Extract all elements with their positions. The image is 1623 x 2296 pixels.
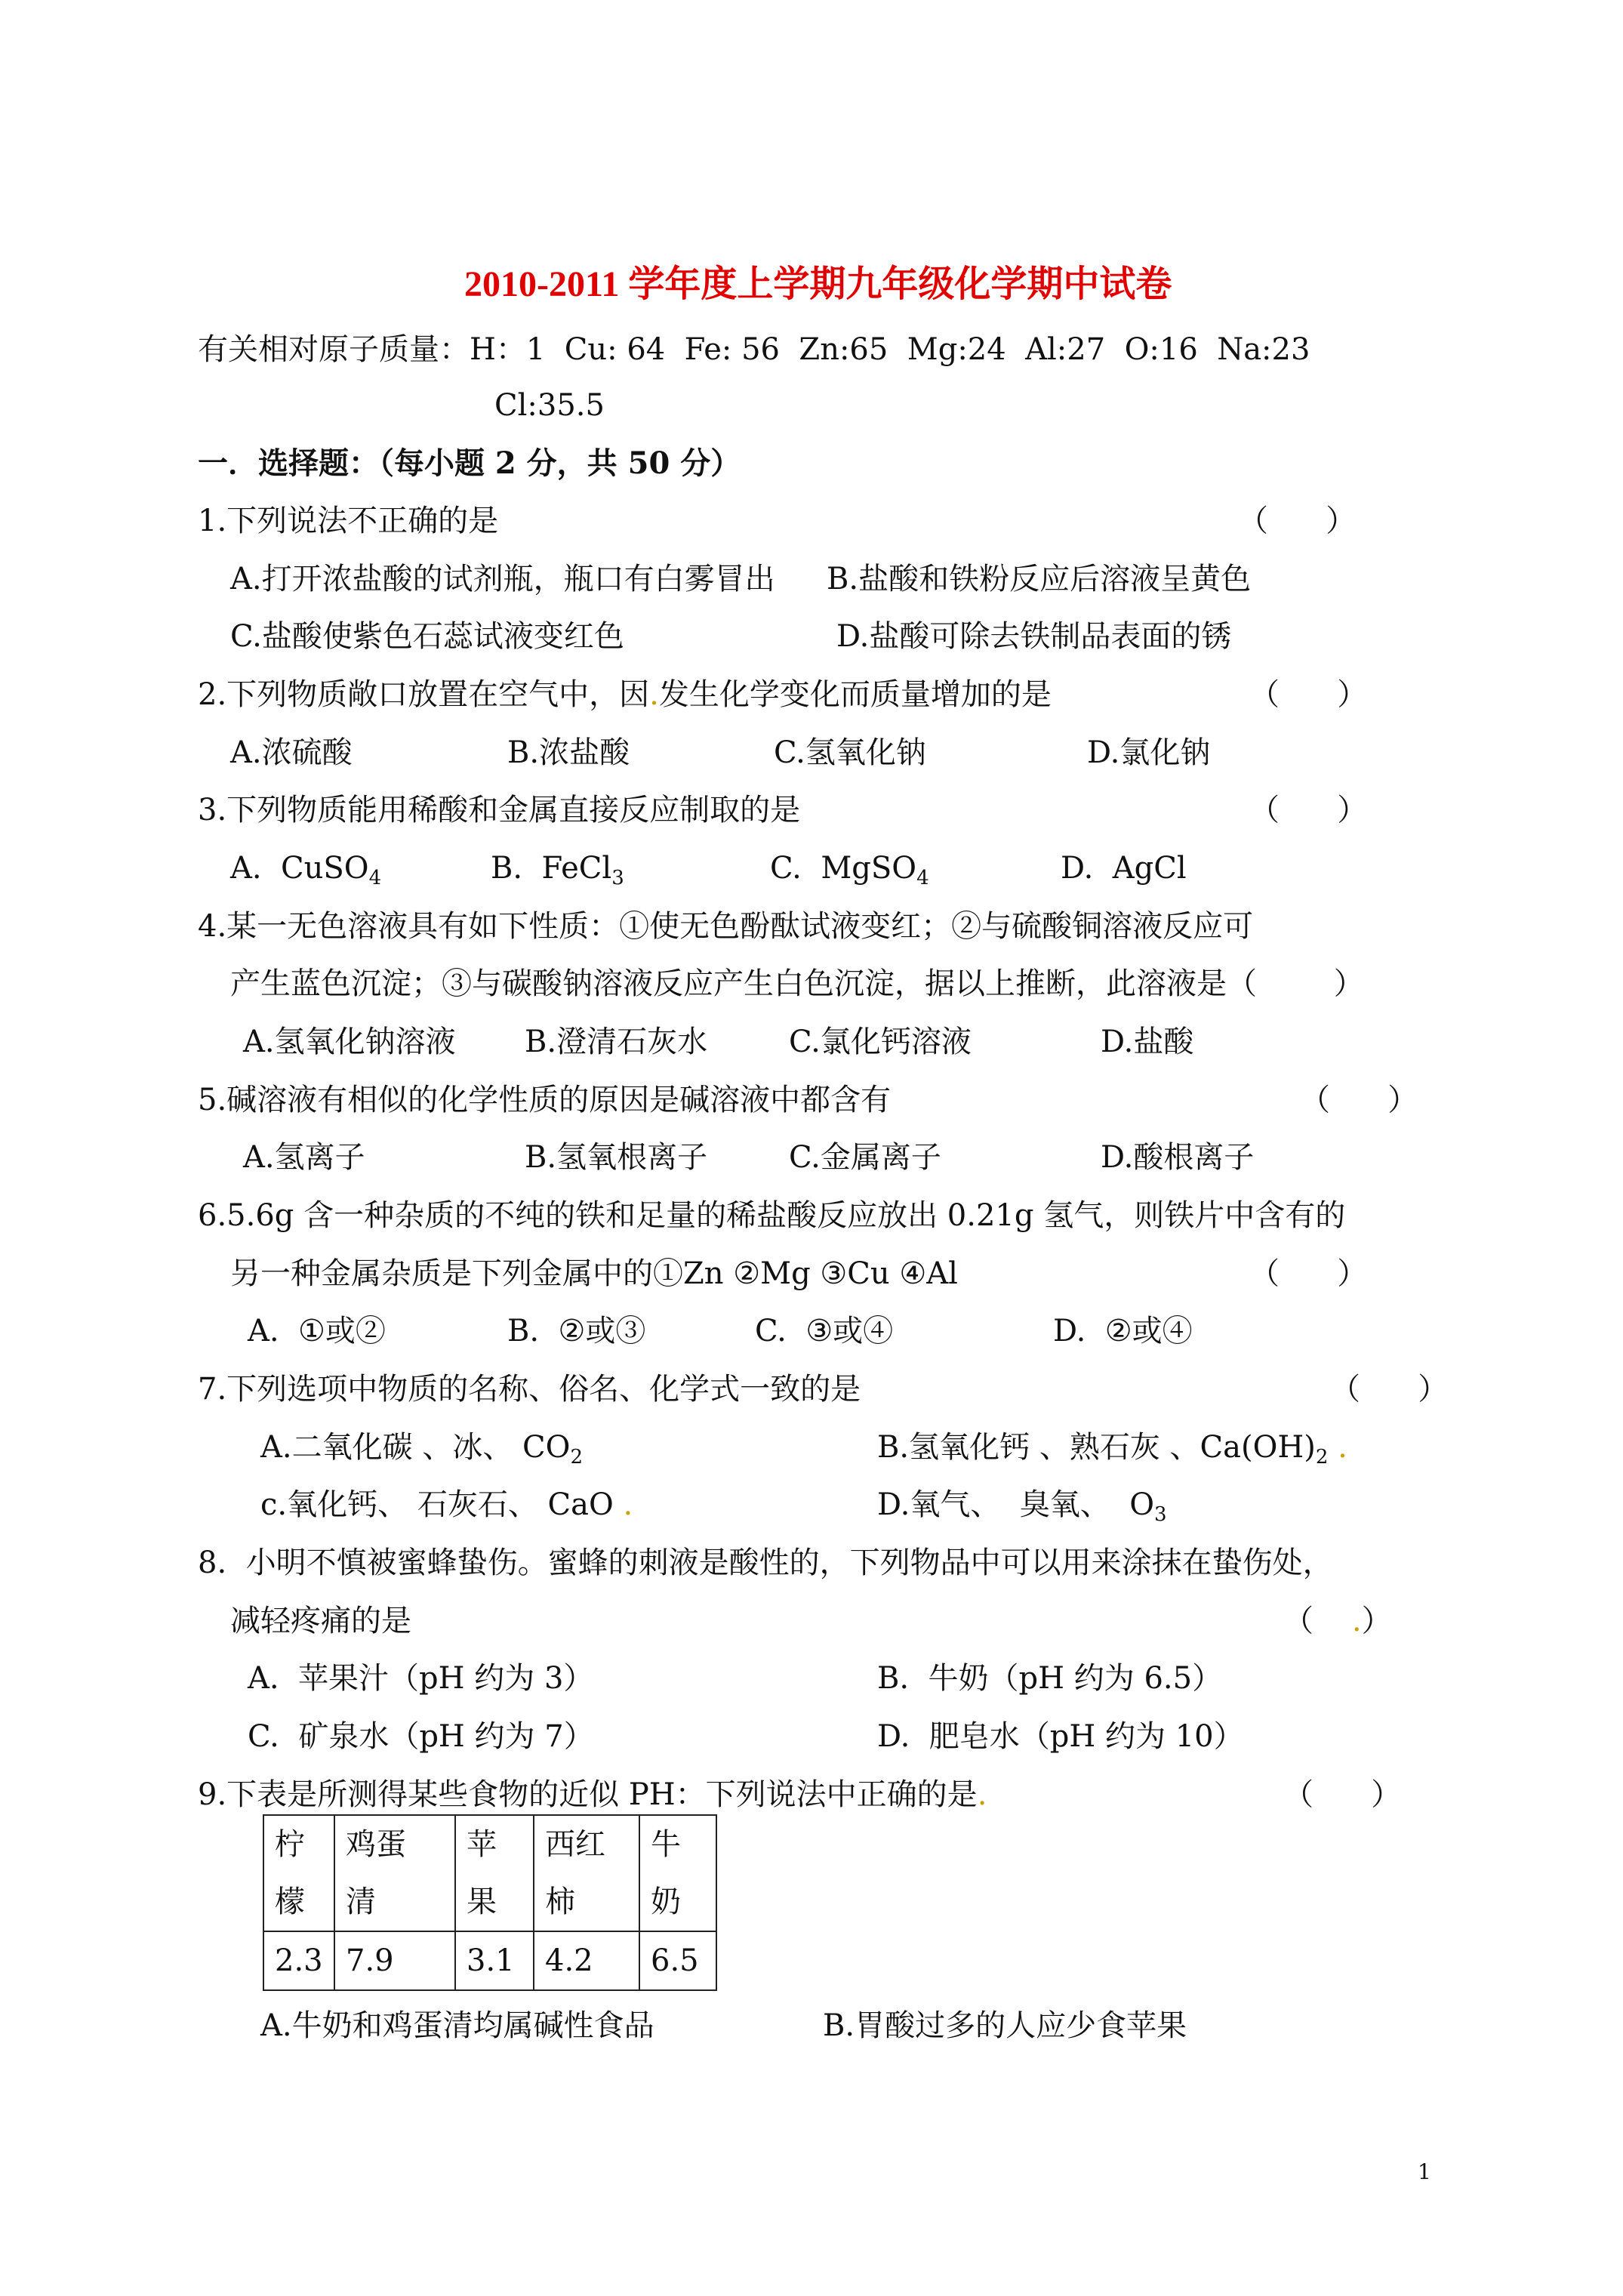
question-6-stem-line-1: 6.5.6g 含一种杂质的不纯的铁和足量的稀盐酸反应放出 0.21g 氢气，则铁片中含有的 <box>198 1198 1346 1233</box>
answer-blank: （ ） <box>1249 677 1368 712</box>
question-7-option-c-text: c.氧化钙、 石灰石、 CaO <box>260 1487 614 1522</box>
question-2-option-b: B.浓盐酸 <box>507 735 630 770</box>
answer-blank-open: （ <box>1283 1604 1352 1638</box>
question-4-option-b: B.澄清石灰水 <box>525 1025 708 1059</box>
question-3-option-d: D. AgCl <box>1061 851 1187 886</box>
answer-blank <box>1283 1602 1392 1640</box>
table-row-ph <box>263 1931 716 1990</box>
food-name-line-2: 果 <box>467 1885 497 1919</box>
table-cell-food <box>534 1815 639 1931</box>
table-cell-food <box>455 1815 534 1931</box>
stray-dot: . <box>1328 1430 1347 1465</box>
question-7-option-a-text: A.二氧化碳 、冰、 CO <box>260 1430 571 1465</box>
question-3-option-c <box>770 849 929 887</box>
question-5-stem: 5.碱溶液有相似的化学性质的原因是碱溶液中都含有 <box>198 1083 892 1117</box>
food-name-line-1: 苹 <box>467 1827 497 1862</box>
question-7-option-c <box>260 1486 633 1524</box>
question-9-stem <box>198 1776 987 1814</box>
question-6-option-c: C. ③或④ <box>755 1314 894 1348</box>
question-4-option-d: D.盐酸 <box>1101 1025 1194 1059</box>
question-7-option-d-text: D.氧气、 臭氧、 O <box>877 1487 1155 1522</box>
question-2-stem-part-1: 2.下列物质敞口放置在空气中，因 <box>198 677 650 712</box>
question-8-option-c: C. 矿泉水（pH 约为 7） <box>248 1719 594 1754</box>
question-7-option-b <box>877 1428 1347 1469</box>
question-4-option-a: A.氢氧化钠溶液 <box>243 1025 456 1059</box>
question-8-option-a: A. 苹果汁（pH 约为 3） <box>248 1661 594 1696</box>
question-2-stem-part-2: 发生化学变化而质量增加的是 <box>658 677 1052 712</box>
answer-blank: （ ） <box>1238 504 1357 538</box>
food-name-line-1: 鸡蛋 <box>346 1827 406 1862</box>
exam-title: 2010-2011 学年度上学期九年级化学期中试卷 <box>464 264 1172 304</box>
table-cell-food <box>263 1815 334 1931</box>
question-3-stem: 3.下列物质能用稀酸和金属直接反应制取的是 <box>198 793 801 827</box>
question-3-option-c-text: C. MgSO <box>770 851 917 886</box>
food-name-line-2: 檬 <box>275 1885 305 1919</box>
table-cell-ph: 3.1 <box>455 1931 534 1990</box>
answer-blank: （ ） <box>1249 1256 1368 1291</box>
question-5-option-d: D.酸根离子 <box>1101 1140 1255 1175</box>
question-9-option-a: A.牛奶和鸡蛋清均属碱性食品 <box>260 2008 654 2043</box>
subscript: 2 <box>1315 1446 1329 1469</box>
food-name-line-2: 奶 <box>651 1885 681 1919</box>
subscript: 4 <box>916 867 929 889</box>
question-6-option-b: B. ②或③ <box>507 1314 646 1348</box>
answer-blank: （ ） <box>1330 1372 1449 1407</box>
atomic-mass-line-1: 有关相对原子质量：H：1 Cu: 64 Fe: 56 Zn:65 Mg:24 Al:27 O:16 Na:23 <box>198 332 1310 367</box>
question-5-option-a: A.氢离子 <box>243 1140 365 1175</box>
food-name-line-2: 柿 <box>545 1885 575 1919</box>
question-1-option-a: A.打开浓盐酸的试剂瓶，瓶口有白雾冒出 <box>230 562 775 596</box>
food-name-line-1: 柠 <box>275 1827 305 1862</box>
table-cell-ph: 6.5 <box>639 1931 716 1990</box>
answer-blank: （ ） <box>1300 1083 1418 1117</box>
question-4-stem-line-2: 产生蓝色沉淀；③与碳酸钠溶液反应产生白色沉淀，据以上推断，此溶液是（ ） <box>230 966 1364 1001</box>
table-cell-food <box>639 1815 716 1931</box>
subscript: 2 <box>570 1446 583 1469</box>
question-7-stem: 7.下列选项中物质的名称、俗名、化学式一致的是 <box>198 1372 861 1407</box>
question-3-option-a-text: A. CuSO <box>230 851 369 886</box>
question-7-option-d <box>877 1486 1167 1524</box>
question-5-option-c: C.金属离子 <box>789 1140 941 1175</box>
subscript: 4 <box>368 867 382 889</box>
answer-blank: （ ） <box>1283 1777 1402 1812</box>
question-1-option-d: D.盐酸可除去铁制品表面的锈 <box>836 619 1232 654</box>
question-2-option-a: A.浓硫酸 <box>230 735 353 770</box>
section-heading: 一．选择题：（每小题 2 分，共 50 分） <box>198 445 741 481</box>
stray-dot: . <box>1351 1604 1362 1638</box>
question-7-option-a <box>260 1428 583 1469</box>
question-8-stem-line-2: 减轻疼痛的是 <box>230 1604 411 1638</box>
question-1-option-b: B.盐酸和铁粉反应后溶液呈黄色 <box>827 562 1252 596</box>
subscript: 3 <box>1154 1503 1167 1526</box>
table-cell-food <box>334 1815 455 1931</box>
subscript: 3 <box>611 867 624 889</box>
food-name-line-1: 西红 <box>545 1827 605 1862</box>
question-3-option-b <box>491 849 624 887</box>
stray-dot: . <box>613 1487 633 1522</box>
question-2-stem <box>198 676 1052 713</box>
question-1-option-c: C.盐酸使紫色石蕊试液变红色 <box>230 619 624 654</box>
question-9-option-b: B.胃酸过多的人应少食苹果 <box>823 2008 1187 2043</box>
ph-table <box>263 1814 717 1991</box>
question-6-option-a: A. ①或② <box>248 1314 386 1348</box>
question-7-option-b-text: B.氢氧化钙 、熟石灰 、Ca(OH) <box>877 1430 1316 1465</box>
question-3-option-a <box>230 849 381 887</box>
question-6-stem-line-2: 另一种金属杂质是下列金属中的①Zn ②Mg ③Cu ④Al <box>230 1256 958 1291</box>
question-4-option-c: C.氯化钙溶液 <box>789 1025 972 1059</box>
page-number: 1 <box>1418 2159 1431 2184</box>
question-6-option-d: D. ②或④ <box>1053 1314 1193 1348</box>
question-8-option-d: D. 肥皂水（pH 约为 10） <box>877 1719 1244 1754</box>
question-2-option-d: D.氯化钠 <box>1087 735 1211 770</box>
question-1-stem: 1.下列说法不正确的是 <box>198 504 499 538</box>
question-5-option-b: B.氢氧根离子 <box>525 1140 708 1175</box>
question-9-stem-text: 9.下表是所测得某些食物的近似 PH：下列说法中正确的是 <box>198 1777 978 1812</box>
stray-dot: . <box>649 677 659 712</box>
table-row-foods <box>263 1815 716 1931</box>
question-4-stem-line-1: 4.某一无色溶液具有如下性质：①使无色酚酞试液变红；②与硫酸铜溶液反应可 <box>198 909 1254 944</box>
stray-dot: . <box>977 1777 987 1812</box>
food-name-line-2: 清 <box>346 1885 376 1919</box>
answer-blank: （ ） <box>1249 793 1368 827</box>
question-8-option-b: B. 牛奶（pH 约为 6.5） <box>877 1661 1223 1696</box>
food-name-line-1: 牛 <box>651 1827 681 1862</box>
atomic-mass-line-2: Cl:35.5 <box>494 388 605 423</box>
table-cell-ph: 7.9 <box>334 1931 455 1990</box>
question-8-stem-line-1: 8. 小明不慎被蜜蜂蛰伤。蜜蜂的刺液是酸性的，下列物品中可以用来涂抹在蛰伤处， <box>198 1546 1333 1580</box>
question-2-option-c: C.氢氧化钠 <box>774 735 926 770</box>
question-3-option-b-text: B. FeCl <box>491 851 612 886</box>
table-cell-ph: 2.3 <box>263 1931 334 1990</box>
table-cell-ph: 4.2 <box>534 1931 639 1990</box>
answer-blank-close: ） <box>1361 1604 1392 1638</box>
